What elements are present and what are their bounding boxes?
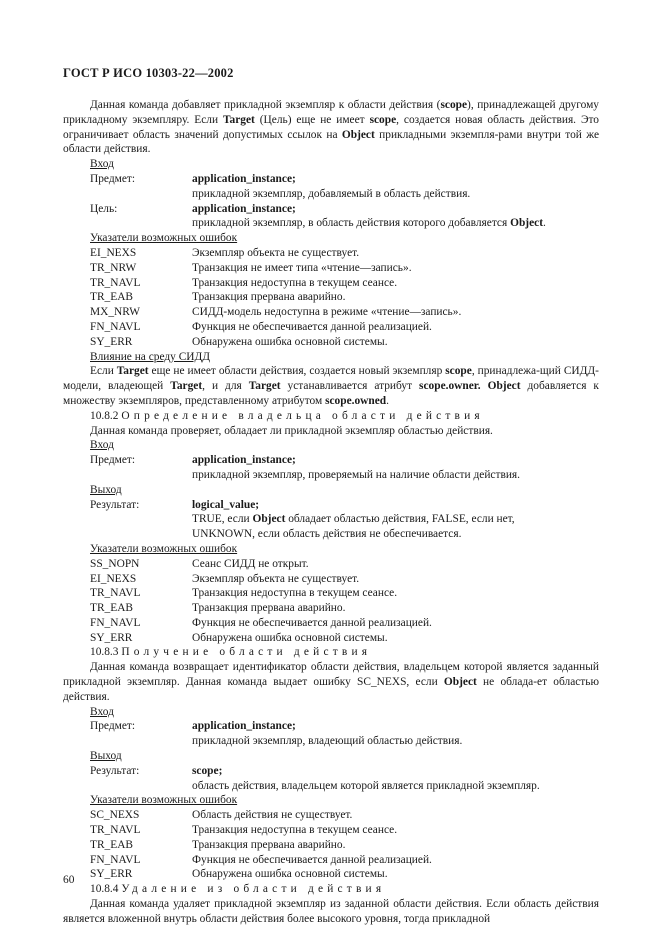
- effect-text: Если Target еще не имеет области действия, создается новый экземпляр scope, принадлежа-щий СИДД-модели, владеющей Target, и для Target устанавливается атрибут scope.owner. Object добавляется к множеству экземпляров, представленному атрибутом scope.owned.: [63, 365, 599, 407]
- param-result: Результат: scope;: [90, 764, 223, 777]
- param-subject-desc: прикладной экземпляр, добавляемый в область действия.: [192, 187, 471, 200]
- error-row: TR_EAB Транзакция прервана аварийно.: [90, 291, 346, 304]
- error-row: TR_NAVL Транзакция недоступна в текущем сеансе.: [90, 824, 398, 837]
- effect-heading: Влияние на среду СИДД: [90, 350, 211, 363]
- intro-10-8-3: Данная команда возвращает идентификатор области действия, владельцем которой является заданный прикладной экземпляр. Данная команда выдает ошибку SC_NEXS, если Object не облада-ет областью действия.: [63, 661, 599, 703]
- error-row: EI_NEXS Экземпляр объекта не существует.: [90, 572, 360, 585]
- errors-heading: Указатели возможных ошибок: [90, 542, 238, 555]
- param-subject: Предмет: application_instance;: [90, 454, 296, 467]
- error-row: SY_ERR Обнаружена ошибка основной системы.: [90, 631, 388, 644]
- param-goal-desc: прикладной экземпляр, в область действия которого добавляется Object.: [192, 217, 546, 230]
- page-number: 60: [63, 874, 75, 886]
- error-row: TR_EAB Транзакция прервана аварийно.: [90, 602, 346, 615]
- error-row: TR_EAB Транзакция прервана аварийно.: [90, 838, 346, 851]
- param-subject-desc: прикладной экземпляр, проверяемый на наличие области действия.: [192, 468, 521, 481]
- intro-add-scope: Данная команда добавляет прикладной экземпляр к области действия (scope), принадлежащей другому прикладному экземпляру. Если Target (Цель) еще не имеет scope, создается новая область действия. Это ограничивает область значений допустимых ссылок на Object прикладными экземпля-рами внутри той же области действия.: [63, 99, 600, 156]
- error-row: SY_ERR Обнаружена ошибка основной системы.: [90, 335, 388, 348]
- page-header: ГОСТ Р ИСО 10303-22—2002: [63, 66, 234, 80]
- error-row: TR_NRW Транзакция не имеет типа «чтение—запись».: [90, 261, 412, 274]
- param-goal: Цель: application_instance;: [90, 202, 296, 215]
- error-row: TR_NAVL Транзакция недоступна в текущем сеансе.: [90, 587, 398, 600]
- input-heading: Вход: [90, 705, 114, 718]
- error-row: EI_NEXS Экземпляр объекта не существует.: [90, 246, 360, 259]
- input-heading: Вход: [90, 439, 114, 452]
- page-body: [63, 98, 599, 927]
- error-row: TR_NAVL Транзакция недоступна в текущем сеансе.: [90, 276, 398, 289]
- param-subject-desc: прикладной экземпляр, владеющий областью действия.: [192, 735, 463, 748]
- errors-heading: Указатели возможных ошибок: [90, 794, 238, 807]
- output-heading: Выход: [90, 750, 122, 763]
- errors-heading: Указатели возможных ошибок: [90, 232, 238, 245]
- error-row: SC_NEXS Область действия не существует.: [90, 809, 353, 822]
- param-result-desc-2: UNKNOWN, если область действия не обеспечивается.: [192, 528, 462, 541]
- input-heading: Вход: [90, 158, 114, 171]
- param-result: Результат: logical_value;: [90, 498, 260, 511]
- error-row: FN_NAVL Функция не обеспечивается данной реализацией.: [90, 320, 432, 333]
- param-subject: Предмет: application_instance;: [90, 720, 296, 733]
- error-row: SS_NOPN Сеанс СИДД не открыт.: [90, 557, 309, 570]
- param-result-desc: область действия, владельцем которой является прикладной экземпляр.: [192, 779, 540, 792]
- error-row: MX_NRW СИДД-модель недоступна в режиме «чтение—запись».: [90, 306, 462, 319]
- intro-10-8-4: Данная команда удаляет прикладной экземпляр из заданной области действия. Если область действия является вложенной внутрь области действия более высокого уровня, тогда прикладной: [63, 898, 599, 925]
- intro-10-8-2: Данная команда проверяет, обладает ли прикладной экземпляр областью действия.: [90, 424, 493, 437]
- section-heading-10-8-2: 10.8.2 Определение владельца области действия: [90, 409, 484, 422]
- param-result-desc: TRUE, если Object обладает областью действия, FALSE, если нет,: [192, 513, 515, 526]
- section-heading-10-8-3: 10.8.3 Получение области действия: [90, 646, 372, 659]
- error-row: FN_NAVL Функция не обеспечивается данной реализацией.: [90, 853, 432, 866]
- param-subject: Предмет: application_instance;: [90, 172, 296, 185]
- section-heading-10-8-4: 10.8.4 Удаление из области действия: [90, 883, 386, 896]
- error-row: FN_NAVL Функция не обеспечивается данной реализацией.: [90, 616, 432, 629]
- error-row: SY_ERR Обнаружена ошибка основной системы.: [90, 868, 388, 881]
- output-heading: Выход: [90, 483, 122, 496]
